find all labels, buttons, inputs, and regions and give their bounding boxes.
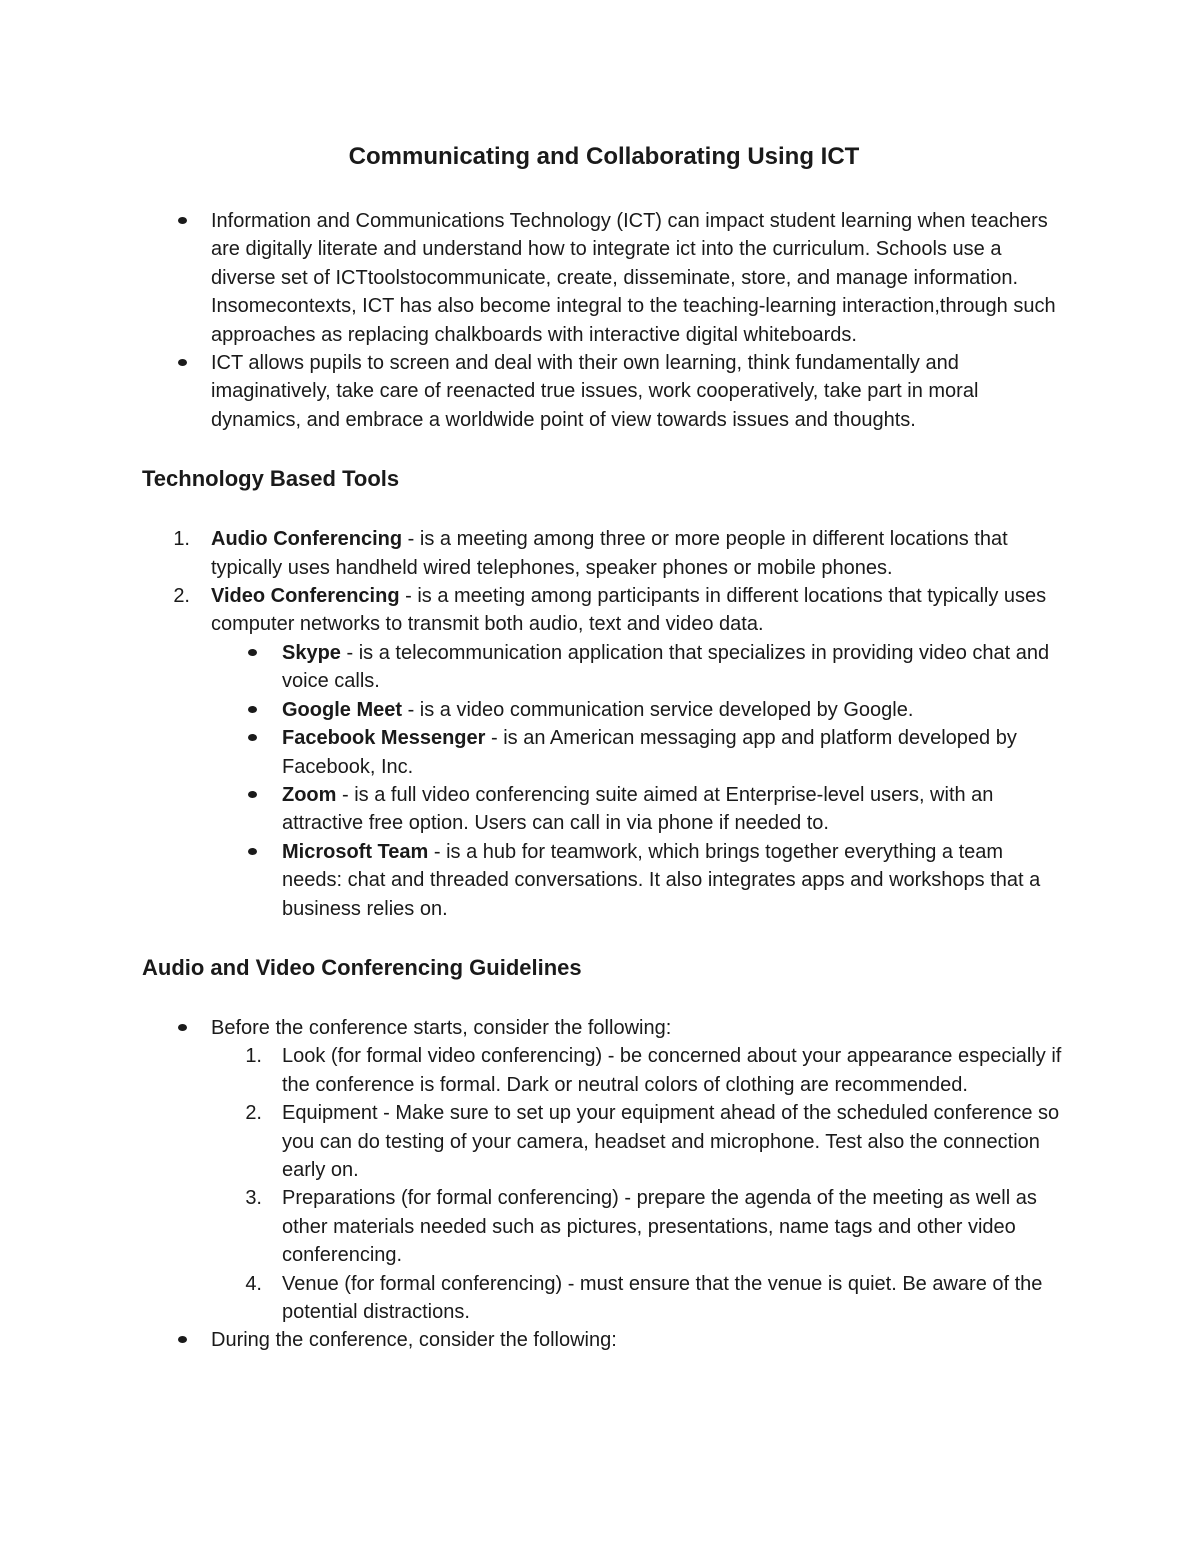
list-number: 1. xyxy=(245,1045,262,1068)
bullet-icon xyxy=(178,359,187,366)
tools-list-item xyxy=(142,525,1067,582)
guideline-bullet-item xyxy=(142,1326,1067,1354)
list-number: 2. xyxy=(245,1102,262,1125)
intro-bullet-item xyxy=(142,349,1067,434)
video-tool-term: Skype xyxy=(282,641,341,664)
intro-bullet-text: ICT allows pupils to screen and deal with their own learning, think fundamentally and imaginatively, take care of reenacted true issues, work cooperatively, take part in moral dynamics, and embrace a worldwide point of view towards issues and thoughts. xyxy=(211,352,979,431)
tool-term: Video Conferencing xyxy=(211,585,400,608)
before-conference-item xyxy=(211,1099,1067,1184)
video-tool-description: - is a telecommunication application that specializes in providing video chat and voice calls. xyxy=(282,641,1050,693)
tools-numbered-list xyxy=(142,525,1067,923)
before-conference-text: Preparations (for formal conferencing) - prepare the agenda of the meeting as well as other materials needed such as pictures, presentations, name tags and other video conferencing. xyxy=(282,1187,1037,1267)
tools-list-item xyxy=(142,582,1067,923)
bullet-icon xyxy=(178,1024,187,1031)
bullet-icon xyxy=(248,848,257,855)
video-tool-term: Facebook Messenger xyxy=(282,727,486,750)
guidelines-bullet-list xyxy=(142,1014,1067,1355)
bullet-icon xyxy=(178,1336,187,1343)
intro-bullet-item xyxy=(142,207,1067,349)
guideline-before-text: Before the conference starts, consider the following: xyxy=(211,1016,672,1039)
document-body xyxy=(142,207,1067,1355)
tool-description: - is a meeting among three or more people in different locations that typically uses handheld wired telephones, speaker phones or mobile phones. xyxy=(211,528,1008,579)
before-conference-numbered-list xyxy=(211,1042,1067,1326)
before-conference-text: Equipment - Make sure to set up your equipment ahead of the scheduled conference so you can do testing of your camera, headset and microphone. Test also the connection early on. xyxy=(282,1102,1060,1181)
bullet-icon xyxy=(178,217,187,224)
intro-bullet-text: Information and Communications Technology (ICT) can impact student learning when teachers are digitally literate and understand how to integrate ict into the curriculum. Schools use a diverse set of ICTtoolstocommunicate, create, disseminate, store, and manage information. Insomecontexts, ICT has also become integral to the teaching-learning interaction,through such approaches as replacing chalkboards with interactive digital whiteboards. xyxy=(211,210,1056,346)
before-conference-item xyxy=(211,1042,1067,1099)
guideline-bullet-item xyxy=(142,1014,1067,1326)
before-conference-text: Venue (for formal conferencing) - must ensure that the venue is quiet. Be aware of the potential distractions. xyxy=(282,1272,1043,1323)
bullet-icon xyxy=(248,706,257,713)
video-tool-term: Zoom xyxy=(282,783,337,806)
bullet-icon xyxy=(248,734,257,741)
before-conference-item xyxy=(211,1270,1067,1327)
list-number: 1. xyxy=(173,528,190,551)
list-number: 2. xyxy=(173,585,190,608)
video-tool-item xyxy=(211,724,1067,781)
video-tool-item xyxy=(211,781,1067,838)
video-tool-item xyxy=(211,838,1067,923)
video-tool-item xyxy=(211,696,1067,724)
video-tool-description: - is a full video conferencing suite aimed at Enterprise-level users, with an attractive free option. Users can call in via phone if needed to. xyxy=(282,783,994,835)
video-tool-description: - is a video communication service developed by Google. xyxy=(402,698,914,721)
section-heading-guidelines: Audio and Video Conferencing Guidelines xyxy=(142,954,582,980)
video-tool-description: - is a hub for teamwork, which brings together everything a team needs: chat and threaded conversations. It also integrates apps and workshops that a business relies on. xyxy=(282,840,1041,920)
list-number: 3. xyxy=(245,1187,262,1210)
bullet-icon xyxy=(248,649,257,656)
video-tool-item xyxy=(211,639,1067,696)
bullet-icon xyxy=(248,791,257,798)
video-tool-description: - is an American messaging app and platform developed by Facebook, Inc. xyxy=(282,727,1017,778)
before-conference-item xyxy=(211,1184,1067,1269)
document-title: Communicating and Collaborating Using ICT xyxy=(348,143,860,170)
list-number: 4. xyxy=(245,1272,262,1295)
video-tool-term: Microsoft Team xyxy=(282,840,429,863)
section-heading-tools: Technology Based Tools xyxy=(142,466,400,492)
video-tools-bullet-list xyxy=(211,639,1067,923)
tool-term: Audio Conferencing xyxy=(211,528,403,551)
intro-bullet-list xyxy=(142,207,1067,434)
video-tool-term: Google Meet xyxy=(282,698,403,721)
before-conference-text: Look (for formal video conferencing) - be concerned about your appearance especially if the conference is formal. Dark or neutral colors of clothing are recommended. xyxy=(282,1045,1062,1096)
tool-description: - is a meeting among participants in different locations that typically uses computer networks to transmit both audio, text and video data. xyxy=(211,585,1047,636)
guideline-during-text: During the conference, consider the following: xyxy=(211,1329,617,1352)
